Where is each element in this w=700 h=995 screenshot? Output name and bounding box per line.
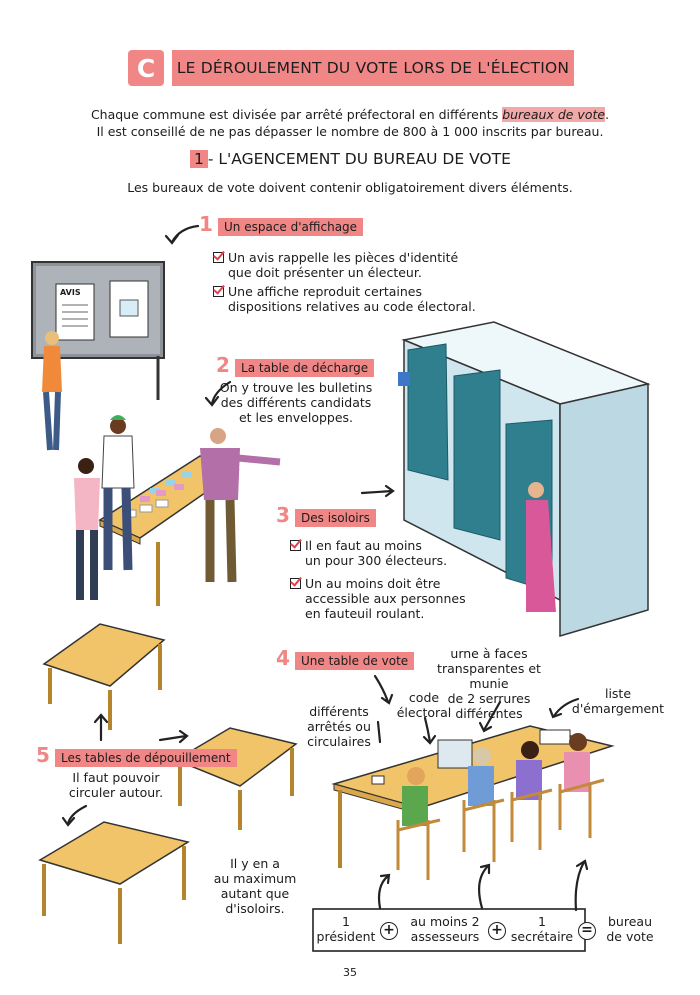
- header-badge-letter: C: [136, 54, 156, 83]
- section-subtitle: Les bureaux de vote doivent contenir obligatoirement divers éléments.: [127, 180, 573, 195]
- urn-caption: urne à faces transparentes et munie de 2 serrures différentes: [437, 646, 541, 721]
- equals-icon: =: [578, 922, 596, 940]
- section-title: 1 - L'AGENCEMENT DU BUREAU DE VOTE: [190, 150, 511, 168]
- arrow-icon: [379, 876, 388, 908]
- item-5-text: Il faut pouvoir circuler autour.: [68, 770, 164, 800]
- formula-assesseurs: au moins 2 assesseurs: [410, 914, 480, 944]
- arrow-icon: [576, 862, 584, 910]
- item-4-label: Une table de vote: [295, 652, 414, 670]
- arretes-caption: différents arrêtés ou circulaires: [307, 704, 371, 749]
- arrow-icon: [479, 866, 488, 908]
- item-5-label: Les tables de dépouillement: [55, 749, 237, 767]
- item-2-header: 2 La table de décharge: [216, 355, 374, 376]
- poster-avis-text: AVIS: [60, 288, 81, 297]
- arrow-icon: [378, 722, 380, 742]
- intro-paragraph: Chaque commune est divisée par arrêté préfectoral en différents bureaux de vote. Il est conseillé de ne pas dépasser le nombre de 800 à 1 000 inscrits par bureau.: [90, 107, 610, 139]
- checkbox-icon: [213, 286, 224, 297]
- item-3-header: 3 Des isoloirs: [276, 505, 376, 526]
- item-1-bullets: Un avis rappelle les pièces d'identité que doit présenter un électeur. Une affiche reproduit certaines dispositions relatives au code électoral.: [213, 250, 476, 314]
- unloading-table-illustration: [74, 415, 280, 606]
- page-number: 35: [343, 966, 357, 979]
- formula-result: bureau de vote: [606, 914, 654, 944]
- item-1-label: Un espace d'affichage: [218, 218, 363, 236]
- highlight-term: bureaux de vote: [502, 107, 606, 122]
- formula-secretaire: 1 secrétaire: [510, 914, 574, 944]
- item-1-header: 1 Un espace d'affichage: [199, 214, 363, 235]
- liste-emargement-caption: liste d'émargement: [571, 686, 665, 716]
- voting-table-illustration: [334, 726, 612, 880]
- plus-icon: +: [380, 922, 398, 940]
- checkbox-icon: [290, 578, 301, 589]
- plus-icon: +: [488, 922, 506, 940]
- formula-president: 1 président: [316, 914, 376, 944]
- item-4-header: 4 Une table de vote: [276, 648, 414, 669]
- checkbox-icon: [290, 540, 301, 551]
- arrow-icon: [362, 491, 392, 493]
- display-board-illustration: [32, 262, 164, 450]
- item-3-bullets: Il en faut au moins un pour 300 électeurs. Un au moins doit être accessible aux personnes en fauteuil roulant.: [290, 538, 466, 621]
- item-2-label: La table de décharge: [235, 359, 374, 377]
- item-5-header: 5 Les tables de dépouillement: [36, 745, 237, 766]
- section-number: 1: [190, 150, 208, 168]
- page-title: LE DÉROULEMENT DU VOTE LORS DE L'ÉLECTION: [172, 50, 574, 86]
- item-5-max-text: Il y en a au maximum autant que d'isoloirs.: [213, 856, 297, 916]
- item-2-text: On y trouve les bulletins des différents candidats et les enveloppes.: [219, 380, 373, 425]
- item-3-label: Des isoloirs: [295, 509, 376, 527]
- code-electoral-caption: code électoral: [396, 690, 452, 720]
- checkbox-icon: [213, 252, 224, 263]
